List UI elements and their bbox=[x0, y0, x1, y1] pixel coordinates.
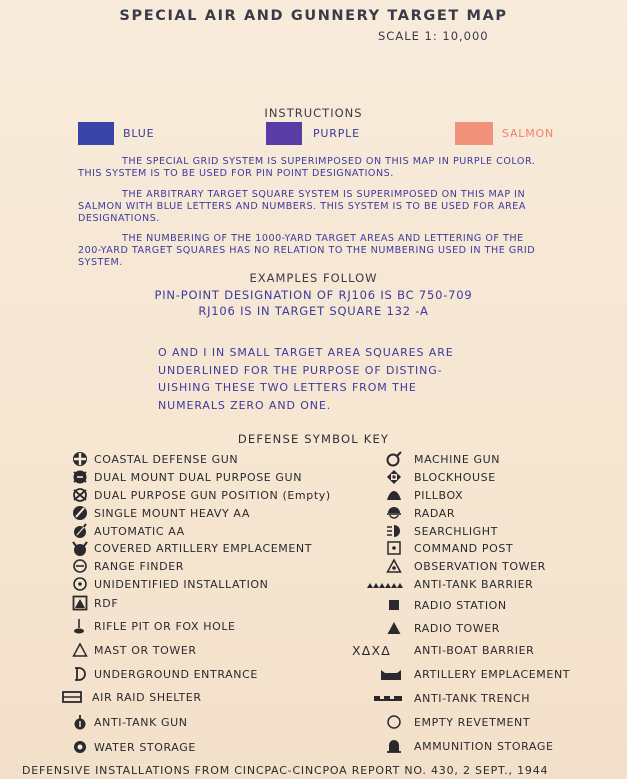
rifle-pit-icon bbox=[72, 618, 88, 634]
searchlight-icon bbox=[386, 523, 402, 539]
anti-boat-barrier-icon: XΔXΔ bbox=[352, 643, 392, 658]
range-finder-icon bbox=[72, 558, 88, 574]
blue-label: BLUE bbox=[123, 127, 155, 140]
machine-gun-icon bbox=[386, 451, 402, 467]
instructions-heading: INSTRUCTIONS bbox=[264, 106, 363, 120]
anti-tank-barrier-icon bbox=[366, 576, 404, 592]
note-line: UNDERLINED FOR THE PURPOSE OF DISTING- bbox=[158, 364, 443, 377]
example-line: PIN-POINT DESIGNATION OF RJ106 IS BC 750-709 bbox=[154, 288, 473, 302]
artillery-emplacement-icon bbox=[380, 666, 402, 682]
radar-icon bbox=[386, 505, 402, 521]
air-raid-shelter-icon bbox=[62, 689, 82, 705]
automatic-aa-icon bbox=[72, 523, 88, 539]
salmon-label: SALMON bbox=[502, 127, 555, 140]
ammunition-storage-icon bbox=[386, 738, 402, 754]
salmon-swatch bbox=[455, 122, 493, 145]
mast-tower-icon bbox=[72, 642, 88, 658]
dual-mount-gun-icon bbox=[72, 469, 88, 485]
water-storage-icon bbox=[72, 739, 88, 755]
command-post-icon bbox=[386, 540, 402, 556]
instruction-paragraph: THE ARBITRARY TARGET SQUARE SYSTEM IS SUPERIMPOSED ON THIS MAP IN SALMON WITH BLUE LETTERS AND NUMBERS. THIS SYSTEM IS TO BE USED FOR AREA DESIGNATIONS. bbox=[78, 189, 526, 224]
note-line: NUMERALS ZERO AND ONE. bbox=[158, 399, 332, 412]
rdf-icon bbox=[72, 595, 88, 611]
note-line: O AND I IN SMALL TARGET AREA SQUARES ARE bbox=[158, 346, 454, 359]
coastal-defense-gun-icon bbox=[72, 451, 88, 467]
observation-tower-icon bbox=[386, 558, 402, 574]
blue-swatch bbox=[78, 122, 114, 145]
underground-entrance-icon bbox=[72, 666, 88, 682]
map-sheet: SPECIAL AIR AND GUNNERY TARGET MAP SCALE 1: 10,000 INSTRUCTIONS BLUE PURPLE SALMON THE SPECIAL GRID SYSTEM IS SUPERIMPOSED ON THIS MAP IN PURPLE COLOR. THIS SYSTEM IS TO BE USED FOR PIN POINT DESIGNATIONS. THE ARBITRARY TARGET SQUARE SYSTEM IS SUPERIMPOSED ON THIS MAP IN SALMON WITH BLUE LETTERS AND NUMBERS. THIS SYSTEM IS TO BE USED FOR AREA DESIGNATIONS. THE NUMBERING OF THE 1000-YARD TARGET AREAS AND LETTERING OF THE 200-YARD TARGET SQUARES HAS NO RELATION TO THE NUMBERING USED IN THE GRID SYSTEM. EXAMPLES FOLLOW PIN-POINT DESIGNATION OF RJ106 IS BC 750-709 RJ106 IS IN TARGET SQUARE 132 -A O AND I IN SMALL TARGET AREA SQUARES ARE UNDERLINED FOR THE PURPOSE OF DISTING- UISHING THESE TWO LETTERS FROM THE NUMERALS ZERO AND ONE. DEFENSE SYMBOL KEY COASTAL DEFENSE GUN DUAL MOUNT DUAL PURPOSE GUN DUAL PURPOSE GUN POSITION (Empty) SINGLE MOUNT HEAVY AA AUTOMATIC AA COVERED ARTILLERY EMPLACEMENT RANGE FINDER UNIDENTIFIED INSTALLATION RDF RIFLE PIT OR FOX HOLE MAST OR TOWER UNDERGROUND ENTRANCE AIR RAID SHELTER ANTI-TANK GUN WATER STORAGE MACHINE GUN BLOCKHOUSE PILLBOX RADAR SEARCHLIGHT COMMAND POST OBSERVATION TOWER ANTI-TANK BARRIER RADIO STATION RADIO TOWER XΔXΔ ANTI-BOAT BARRIER ARTILLERY EMPLACEMENT ANTI-TANK TRENCH EMPTY REVETMENT AMMUNITION STORAGE DEFENSIVE INSTALLATIONS FROM CINCPAC-CINCPOA REPORT NO. 430, 2 SEPT., 1944 bbox=[0, 0, 627, 779]
instruction-paragraph: THE NUMBERING OF THE 1000-YARD TARGET AREAS AND LETTERING OF THE 200-YARD TARGET SQUARES HAS NO RELATION TO THE NUMBERING USED IN THE GRID SYSTEM. bbox=[78, 233, 536, 268]
purple-swatch bbox=[266, 122, 302, 145]
instruction-paragraph: THE SPECIAL GRID SYSTEM IS SUPERIMPOSED ON THIS MAP IN PURPLE COLOR. THIS SYSTEM IS TO BE USED FOR PIN POINT DESIGNATIONS. bbox=[78, 156, 536, 179]
empty-revetment-icon bbox=[386, 714, 402, 730]
anti-tank-trench-icon bbox=[373, 690, 403, 706]
anti-tank-gun-icon bbox=[72, 714, 88, 730]
empty-gun-position-icon bbox=[72, 487, 88, 503]
example-line: RJ106 IS IN TARGET SQUARE 132 -A bbox=[198, 304, 429, 318]
map-scale: SCALE 1: 10,000 bbox=[378, 29, 489, 43]
page-title: SPECIAL AIR AND GUNNERY TARGET MAP bbox=[119, 8, 508, 24]
note-line: UISHING THESE TWO LETTERS FROM THE bbox=[158, 381, 417, 394]
radio-tower-icon bbox=[386, 620, 402, 636]
symbol-key-heading: DEFENSE SYMBOL KEY bbox=[237, 432, 390, 446]
examples-heading: EXAMPLES FOLLOW bbox=[249, 271, 378, 285]
pillbox-icon bbox=[386, 487, 402, 503]
heavy-aa-icon bbox=[72, 505, 88, 521]
source-footer: DEFENSIVE INSTALLATIONS FROM CINCPAC-CINCPOA REPORT NO. 430, 2 SEPT., 1944 bbox=[22, 764, 549, 777]
covered-artillery-icon bbox=[72, 540, 88, 556]
blockhouse-icon bbox=[386, 469, 402, 485]
purple-label: PURPLE bbox=[313, 127, 360, 140]
radio-station-icon bbox=[386, 597, 402, 613]
unidentified-installation-icon bbox=[72, 576, 88, 592]
